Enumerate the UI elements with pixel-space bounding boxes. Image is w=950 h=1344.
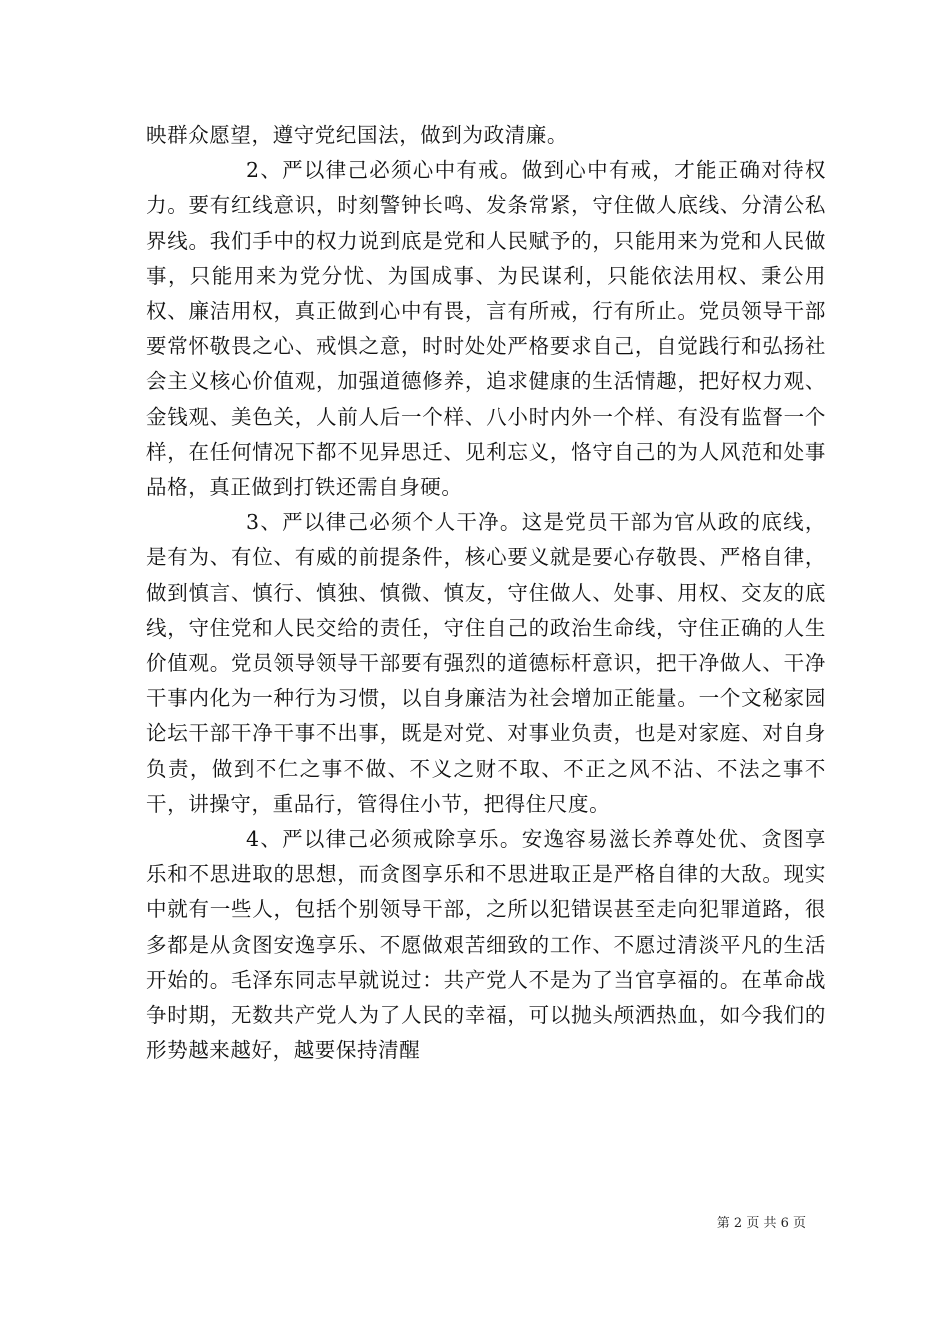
page-number-footer: 第 2 页 共 6 页 [716,1216,806,1231]
paragraph-point-3: 3、严以律己必须个人干净。这是党员干部为官从政的底线，是有为、有位、有威的前提条件，核心要义就是要心存敬畏、严格自律，做到慎言、慎行、慎独、慎微、慎友，守住做人、处事、用权、交友的底线，守住党和人民交给的责任，守住自己的政治生命线，守住正确的人生价值观。党员领导领导干部要有强烈的道德标杆意识，把干净做人、干净干事内化为一种行为习惯，以自身廉洁为社会增加正能量。一个文秘家园论坛干部干净干事不出事，既是对党、对事业负责，也是对家庭、对自身负责，做到不仁之事不做、不义之财不取、不正之风不沾、不法之事不干，讲操守，重品行，管得住小节，把得住尺度。 [146,510,826,816]
document-body [146,118,826,1068]
paragraph-point-4: 4、严以律己必须戒除享乐。安逸容易滋长养尊处优、贪图享乐和不思进取的思想，而贪图享乐和不思进取正是严格自律的大敌。现实中就有一些人，包括个别领导干部，之所以犯错误甚至走向犯罪道路，很多都是从贪图安逸享乐、不愿做艰苦细致的工作、不愿过清淡平凡的生活开始的。毛泽东同志早就说过：共产党人不是为了当官享福的。在革命战争时期，无数共产党人为了人民的幸福，可以抛头颅洒热血，如今我们的形势越来越好，越要保持清醒 [146,827,826,1063]
paragraph-continuation: 映群众愿望，遵守党纪国法，做到为政清廉。 [146,123,568,147]
paragraph-point-2: 2、严以律己必须心中有戒。做到心中有戒，才能正确对待权力。要有红线意识，时刻警钟长鸣、发条常紧，守住做人底线、分清公私界线。我们手中的权力说到底是党和人民赋予的，只能用来为党和人民做事，只能用来为党分忧、为国成事、为民谋利，只能依法用权、秉公用权、廉洁用权，真正做到心中有畏，言有所戒，行有所止。党员领导干部要常怀敬畏之心、戒惧之意，时时处处严格要求自己，自觉践行和弘扬社会主义核心价值观，加强道德修养，追求健康的生活情趣，把好权力观、金钱观、美色关，人前人后一个样、八小时内外一个样、有没有监督一个样，在任何情况下都不见异思迁、见利忘义，恪守自己的为人风范和处事品格，真正做到打铁还需自身硬。 [146,158,826,500]
